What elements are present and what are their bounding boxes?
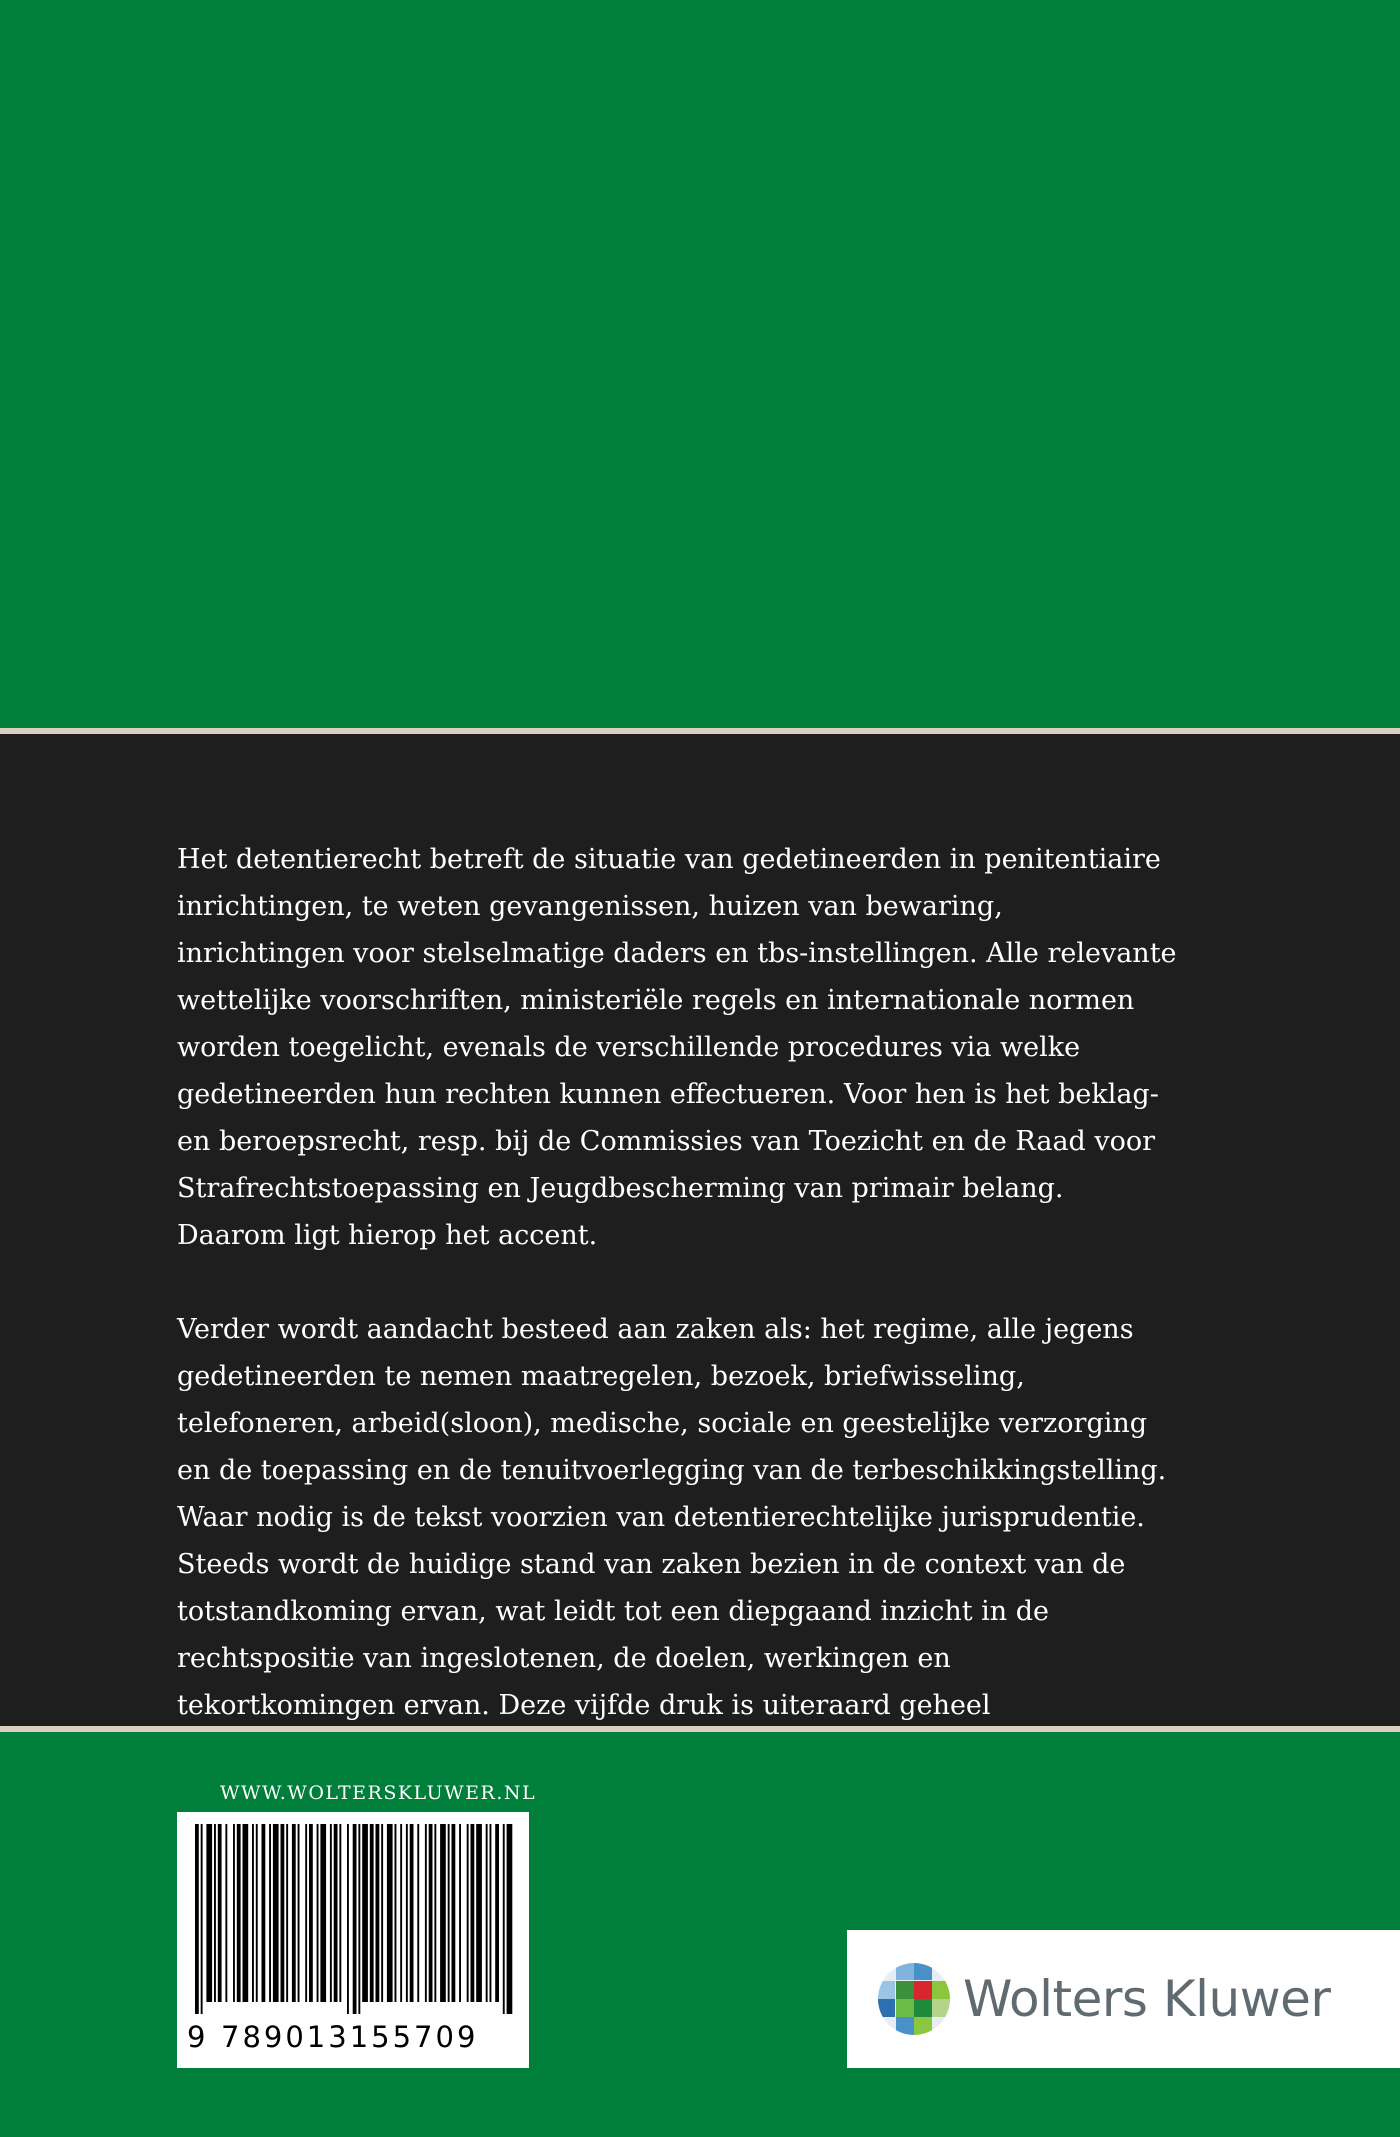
barcode-bar [417,1824,419,2002]
isbn-remaining-digits: 789013155709 [221,2020,479,2054]
blurb-text [177,836,1177,1776]
barcode-bar [262,1824,266,2002]
barcode-bar [305,1824,307,2002]
barcode-bar [286,1824,288,2002]
barcode-bar [503,1824,505,2014]
blurb-paragraph-1: Het detentierecht betreft de situatie van gedetineerden in penitentiaire inrichtingen, te weten gevangenissen, huizen van bewaring, inrichtingen voor stelselmatige daders en tbs-instellingen. Alle relevante wettelijke voorschriften, ministeriële regels en internationale normen worden toegelicht, evenals de verschillende procedures via welke gedetineerden hun rechten kunnen effectueren. Voor hen is het beklag- en beroepsrecht, resp. bij de Commissies van Toezicht en de Raad voor Strafrechtstoepassing en Jeugdbescherming van primair belang. Daarom ligt hierop het accent. [177,844,1177,1251]
barcode-bar [334,1824,338,2002]
barcode-bar [471,1824,475,2002]
barcode-bar [440,1824,446,2002]
barcode-bar [206,1824,212,2002]
barcode-bar [381,1824,383,2002]
barcode-bar [459,1824,461,2002]
barcode-bar [330,1824,332,2002]
isbn-digits [187,2018,521,2058]
barcode-bar [490,1824,492,2002]
barcode-bar [252,1824,254,2002]
barcode-bar [269,1824,271,2002]
barcode-bar [425,1824,427,2002]
barcode-bar [507,1824,513,2014]
isbn-barcode [177,1812,529,2068]
barcode-bars [193,1824,513,2014]
barcode-bar [434,1824,436,2002]
blurb-paragraph-2: Verder wordt aandacht besteed aan zaken als: het regime, alle jegens gedetineerden te nemen maatregelen, bezoek, briefwisseling, telefoneren, arbeid(sloon), medische, sociale en geestelijke verzorging en de toepassing en de tenuitvoerlegging van de terbeschikkingstelling. Waar nodig is de tekst voorzien van detentierechtelijke jurisprudentie. Steeds wordt de huidige stand van zaken bezien in de context van de totstandkoming ervan, wat leidt tot een diepgaand inzicht in de rechtspositie van ingeslotenen, de doelen, werkingen en tekortkomingen ervan. Deze vijfde druk is uiteraard geheel [177,1314,1167,1721]
barcode-bar [281,1824,285,2002]
barcode-bar [195,1824,199,2014]
barcode-bar [292,1824,296,2002]
barcode-bar [448,1824,450,2002]
wolters-kluwer-mosaic-icon [877,1962,951,2036]
barcode-bar [214,1824,216,2002]
top-green-panel [0,0,1400,728]
barcode-bar [218,1824,222,2002]
logo-wordmark: Wolters Kluwer [963,1970,1331,2028]
barcode-bar [298,1824,300,2002]
barcode-bar [495,1824,499,2002]
publisher-logo [847,1930,1400,2068]
barcode-bar [273,1824,279,2002]
barcode-bar [309,1824,313,2002]
publisher-website[interactable]: WWW.WOLTERSKLUWER.NL [220,1782,537,1804]
barcode-bar [353,1824,357,2014]
barcode-bar [317,1824,319,2002]
barcode-bar [410,1824,414,2002]
barcode-bar [429,1824,433,2002]
barcode-bar [237,1824,241,2002]
barcode-bar [406,1824,408,2002]
isbn-first-digit: 9 [187,2020,208,2054]
barcode-bar [358,1824,360,2014]
barcode-bar [201,1824,203,2014]
barcode-bar [476,1824,482,2002]
barcode-bar [362,1824,368,2002]
barcode-bar [347,1824,349,2014]
barcode-bar [339,1824,341,2002]
barcode-bar [243,1824,249,2002]
barcode-bar [400,1824,402,2002]
barcode-bar [387,1824,393,2002]
barcode-bar [395,1824,397,2002]
barcode-bar [320,1824,326,2002]
barcode-bar [376,1824,380,2002]
barcode-bar [452,1824,456,2002]
barcode-bar [256,1824,258,2002]
barcode-bar [486,1824,488,2002]
barcode-bar [233,1824,235,2002]
barcode-bar [225,1824,227,2002]
barcode-bar [370,1824,374,2002]
barcode-bar [467,1824,469,2002]
